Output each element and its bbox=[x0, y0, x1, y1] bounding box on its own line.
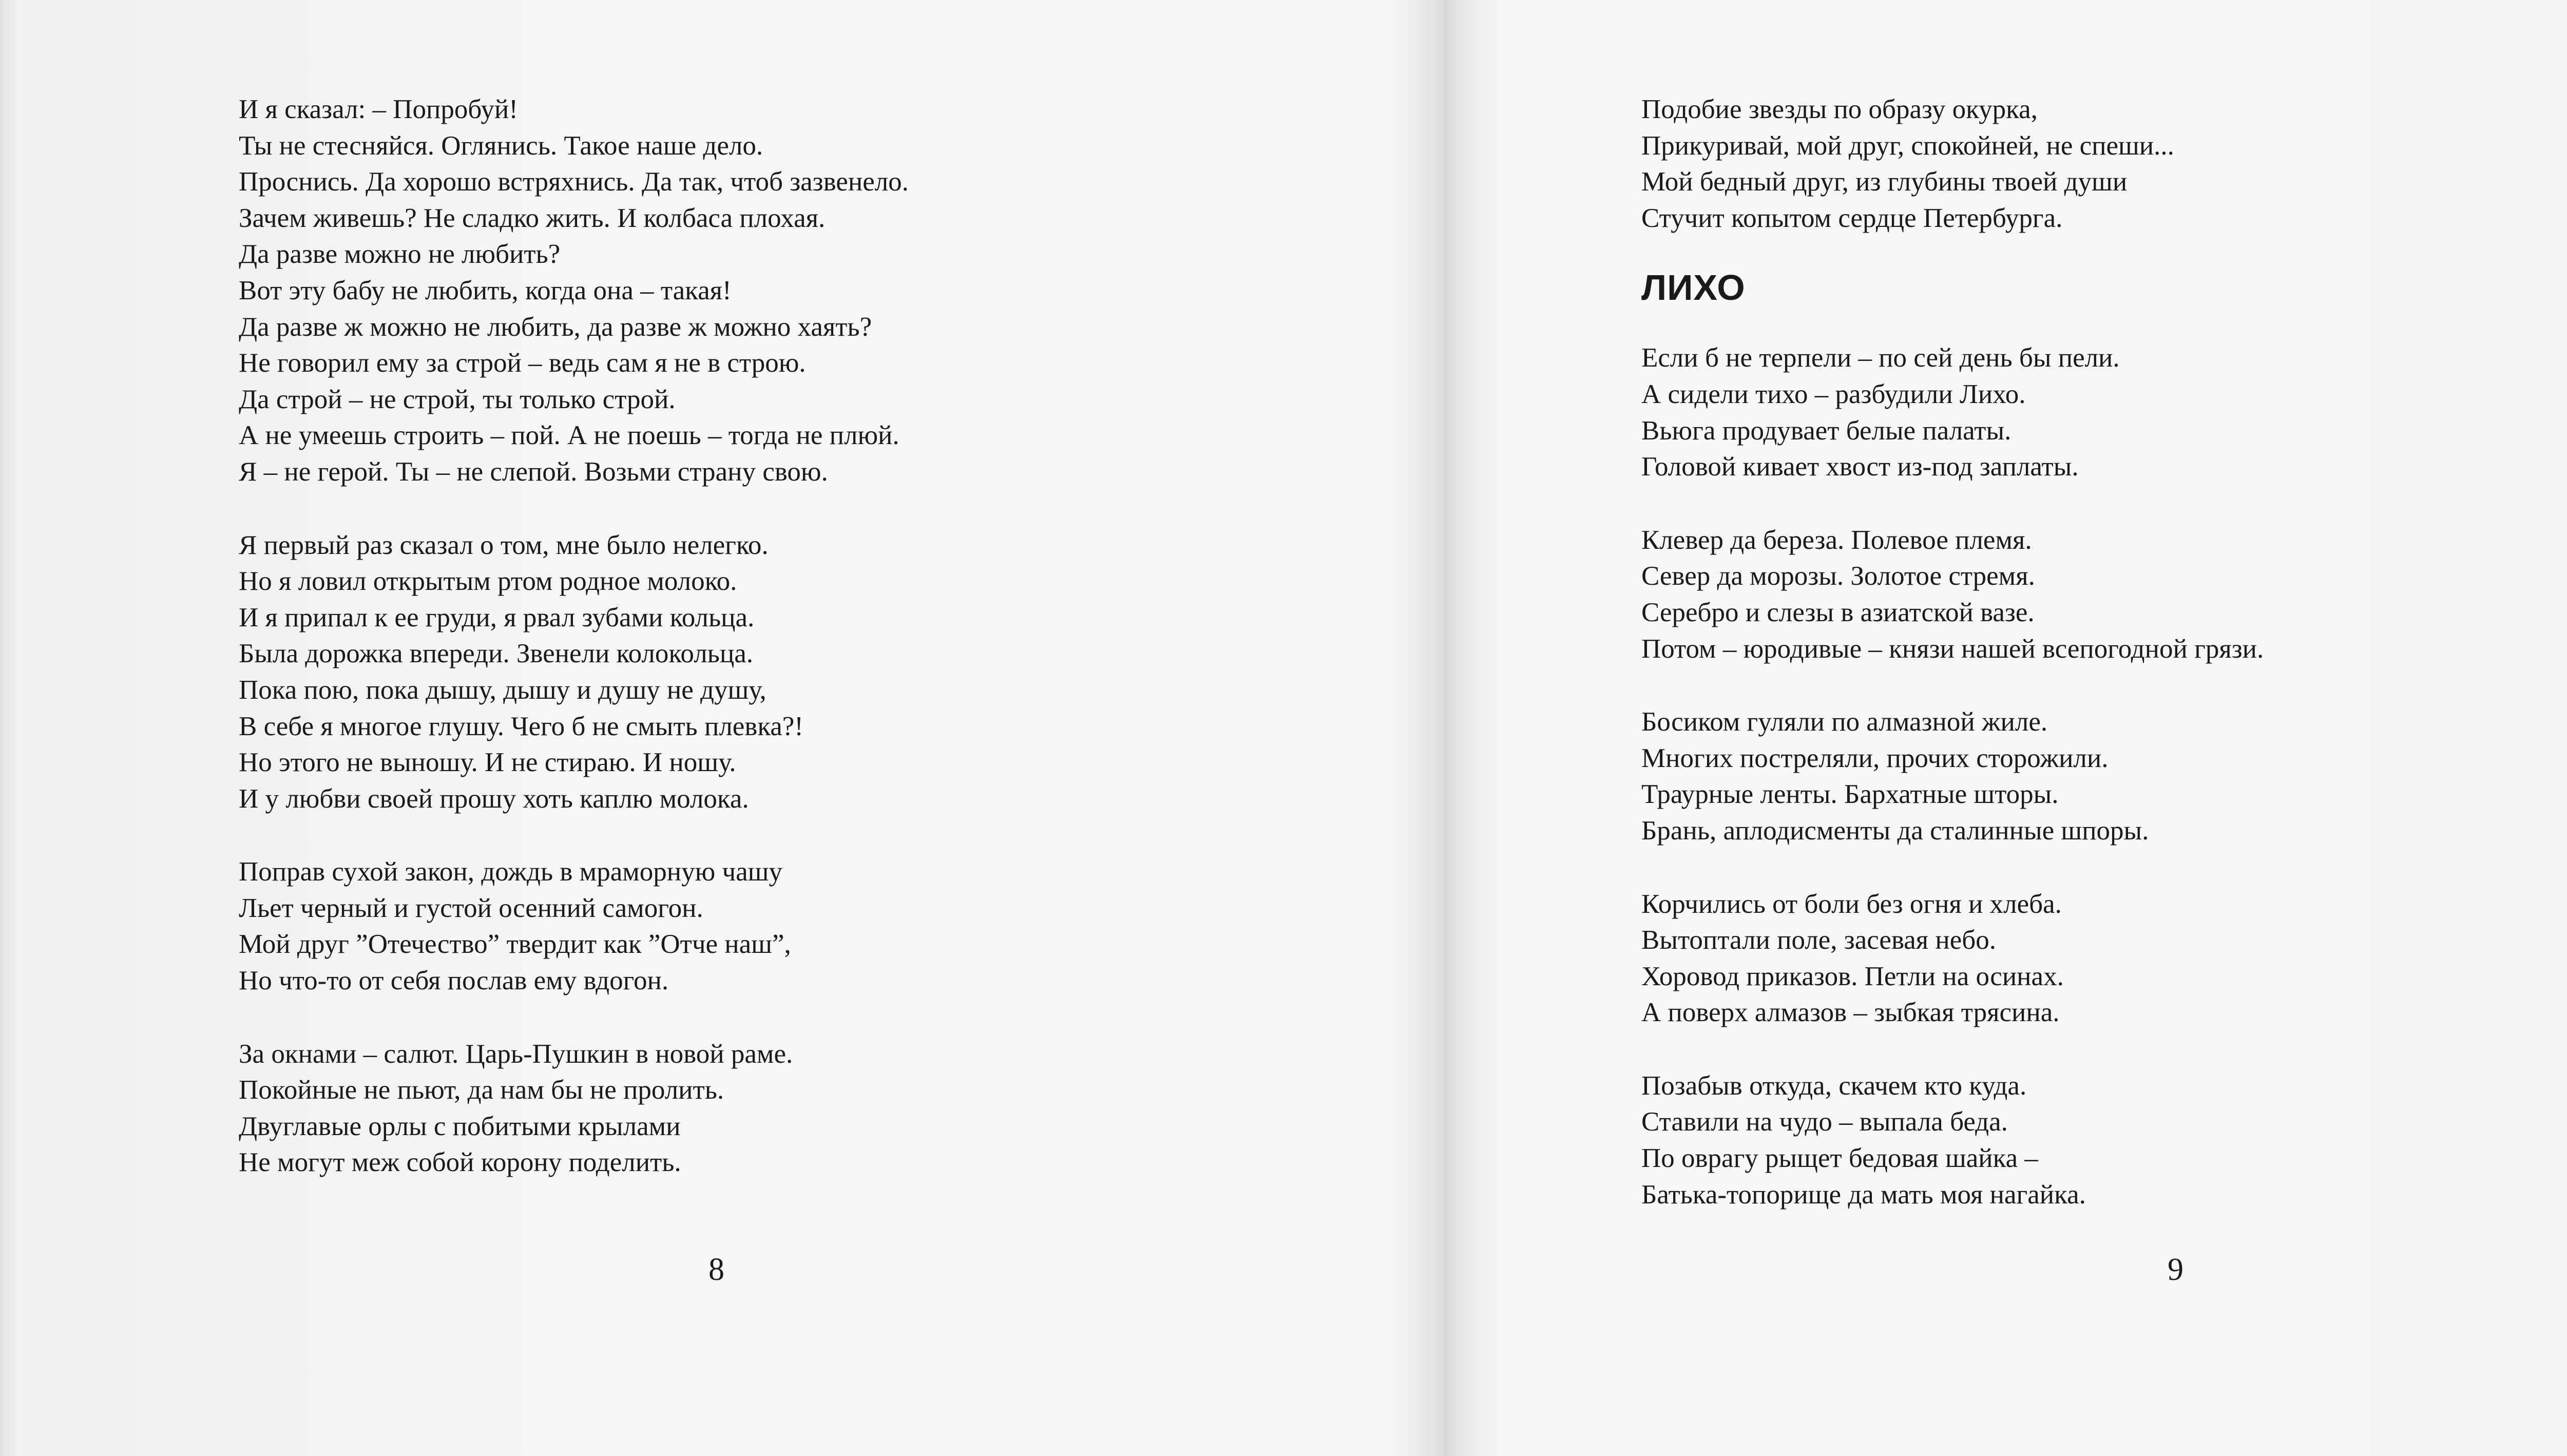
verse-line: Не могут меж собой корону поделить. bbox=[239, 1147, 681, 1178]
verse-line: Корчились от боли без огня и хлеба. bbox=[1641, 889, 2062, 919]
verse-line: Ставили на чудо – выпала беда. bbox=[1641, 1107, 2008, 1137]
verse-line: Подобие звезды по образу окурка, bbox=[1641, 94, 2038, 124]
verse-line: Я первый раз сказал о том, мне было нелегко. bbox=[239, 530, 769, 560]
verse-line: Головой кивает хвост из-под заплаты. bbox=[1641, 452, 2079, 482]
verse-line: Если б не терпели – по сей день бы пели. bbox=[1641, 343, 2120, 373]
verse-line: Многих постреляли, прочих сторожили. bbox=[1641, 743, 2109, 773]
verse-line: Стучит копытом сердце Петербурга. bbox=[1641, 203, 2063, 233]
verse-line: И я сказал: – Попробуй! bbox=[239, 94, 518, 124]
verse-line: Но я ловил открытым ртом родное молоко. bbox=[239, 566, 737, 597]
verse-line: Траурные ленты. Бархатные шторы. bbox=[1641, 779, 2059, 810]
verse-line: Вытоптали поле, засевая небо. bbox=[1641, 925, 1997, 955]
stanza bbox=[1641, 1068, 2567, 1213]
verse-line: Прикуривай, мой друг, спокойней, не спеши... bbox=[1641, 130, 2174, 161]
stanza bbox=[1641, 886, 2567, 1031]
verse-line: А не умеешь строить – пой. А не поешь – тогда не плюй. bbox=[239, 420, 899, 451]
verse-line: Но этого не выношу. И не стираю. И ношу. bbox=[239, 748, 736, 778]
verse-line: Вьюга продувает белые палаты. bbox=[1641, 415, 2012, 446]
verse-line: Льет черный и густой осенний самогон. bbox=[239, 893, 703, 923]
verse-line: Потом – юродивые – князи нашей всепогодной грязи. bbox=[1641, 634, 2264, 664]
verse-line: И у любви своей прошу хоть каплю молока. bbox=[239, 783, 749, 814]
verse-line: По оврагу рыщет бедовая шайка – bbox=[1641, 1143, 2038, 1174]
stanza bbox=[1641, 522, 2567, 667]
verse-line: Брань, аплодисменты да сталинные шпоры. bbox=[1641, 815, 2149, 846]
verse-line: Да разве можно не любить? bbox=[239, 239, 561, 270]
verse-line: Хоровод приказов. Петли на осинах. bbox=[1641, 961, 2064, 991]
verse-line: А поверх алмазов – зыбкая трясина. bbox=[1641, 998, 2060, 1028]
right-page-poem-text bbox=[1641, 91, 2567, 1250]
verse-line: Серебро и слезы в азиатской вазе. bbox=[1641, 597, 2035, 627]
verse-line: Была дорожка впереди. Звенели колокольца. bbox=[239, 639, 753, 669]
verse-line: Не говорил ему за строй – ведь сам я не в строю. bbox=[239, 348, 806, 378]
verse-line: Да разве ж можно не любить, да разве ж можно хаять? bbox=[239, 312, 872, 342]
left-page-poem-text bbox=[239, 91, 1189, 1218]
verse-line: Да строй – не строй, ты только строй. bbox=[239, 384, 676, 414]
stanza bbox=[239, 1036, 1189, 1181]
stanza bbox=[1641, 704, 2567, 849]
right-page bbox=[1446, 0, 2567, 1456]
stanza bbox=[239, 527, 1189, 817]
verse-line: Зачем живешь? Не сладко жить. И колбаса плохая. bbox=[239, 203, 826, 233]
verse-line: И я припал к ее груди, я рвал зубами кольца. bbox=[239, 602, 755, 633]
page-number-right: 9 bbox=[2168, 1252, 2183, 1287]
verse-line: Покойные не пьют, да нам бы не пролить. bbox=[239, 1075, 724, 1105]
poem-title: ЛИХО bbox=[1641, 267, 1746, 308]
verse-line: Ты не стесняйся. Оглянись. Такое наше дело. bbox=[239, 130, 763, 161]
verse-line: За окнами – салют. Царь-Пушкин в новой раме. bbox=[239, 1039, 793, 1069]
verse-line: Позабыв откуда, скачем кто куда. bbox=[1641, 1070, 2027, 1101]
verse-line: Двуглавые орлы с побитыми крылами bbox=[239, 1111, 681, 1141]
verse-line: А сидели тихо – разбудили Лихо. bbox=[1641, 379, 2026, 409]
stanza bbox=[1641, 91, 2567, 236]
stanza bbox=[239, 854, 1189, 999]
page-number-left: 8 bbox=[708, 1252, 724, 1287]
verse-line: Север да морозы. Золотое стремя. bbox=[1641, 561, 2035, 591]
verse-line: Поправ сухой закон, дождь в мраморную чашу bbox=[239, 857, 782, 887]
stanza bbox=[239, 91, 1189, 490]
stanza bbox=[1641, 340, 2567, 485]
verse-line: Клевер да береза. Полевое племя. bbox=[1641, 525, 2032, 555]
verse-line: Проснись. Да хорошо встряхнись. Да так, чтоб зазвенело. bbox=[239, 167, 909, 197]
verse-line: Пока пою, пока дышу, дышу и душу не душу, bbox=[239, 675, 767, 705]
verse-line: Мой бедный друг, из глубины твоей души bbox=[1641, 167, 2128, 197]
verse-line: Босиком гуляли по алмазной жиле. bbox=[1641, 707, 2048, 737]
verse-line: Мой друг ”Отечество” твердит как ”Отче наш”, bbox=[239, 929, 791, 960]
verse-line: Батька-топорище да мать моя нагайка. bbox=[1641, 1179, 2086, 1210]
verse-line: Но что-то от себя послав ему вдогон. bbox=[239, 966, 669, 996]
verse-line: Я – не герой. Ты – не слепой. Возьми страну свою. bbox=[239, 456, 828, 487]
verse-line: В себе я многое глушу. Чего б не смыть плевка?! bbox=[239, 711, 803, 741]
verse-line: Вот эту бабу не любить, когда она – такая! bbox=[239, 275, 732, 305]
